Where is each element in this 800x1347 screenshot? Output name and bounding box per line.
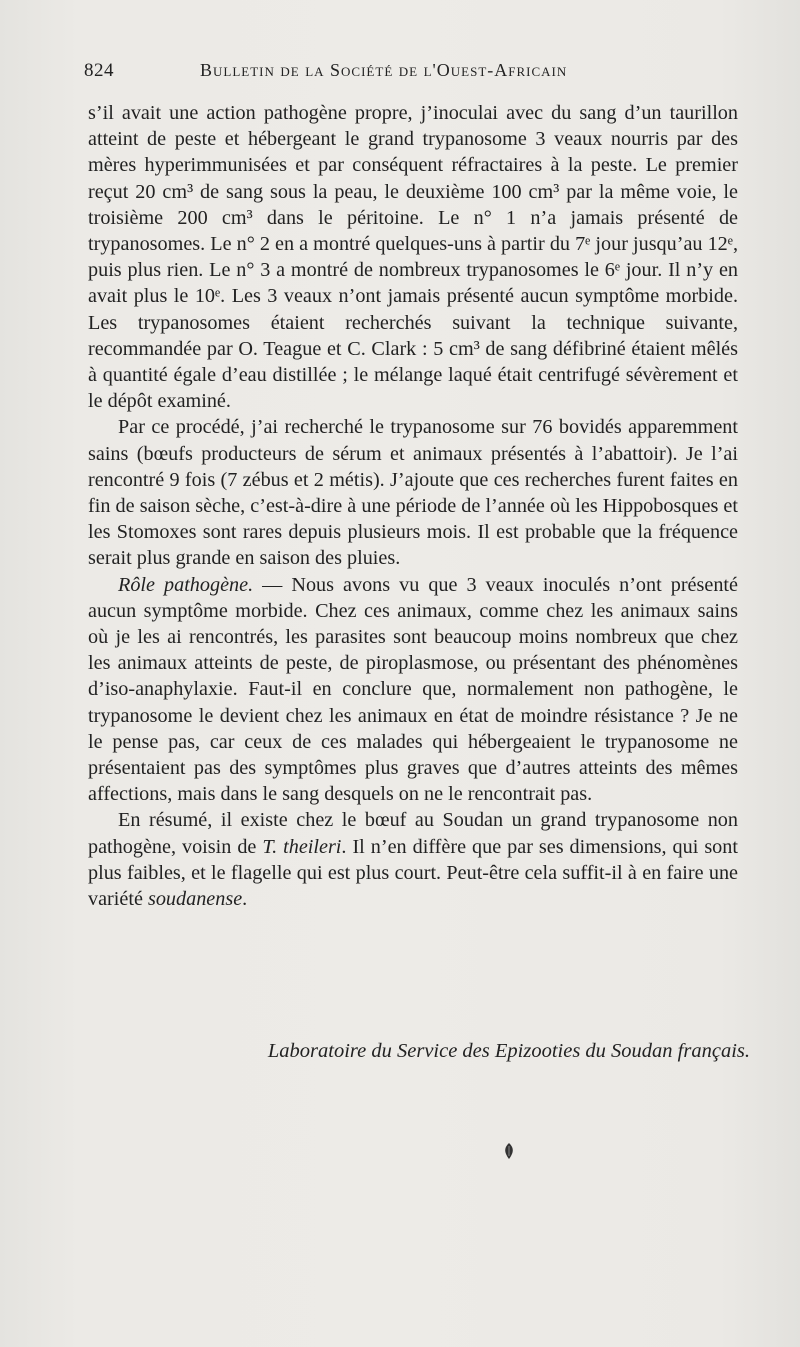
variety-name: soudanense: [147, 888, 243, 911]
paragraph-3-text: — Nous avons vu que 3 veaux inoculés n’ont présenté aucun symptôme morbide. Chez ces animaux, comme chez les animaux sains où je les ai rencontrés, les parasites sont beaucoup moins nombreux que chez les animaux atteints de peste, de piroplasmose, ou présentant des phénomènes d’iso-anaphylaxie. Faut-il en conclure que, normalement non pathogène, le trypanosome le devient chez les animaux en état de moindre résistance ? Je ne le pense pas, car ceux de ces malades qui hébergeaient le trypanosome ne présentaient pas des symptômes plus graves que d’autres atteints des mêmes affections, mais dans le sang desquels on ne le rencontrait pas.: [88, 573, 738, 806]
fleuron-icon: [502, 1142, 516, 1160]
paragraph-4: [88, 807, 738, 912]
laboratory-signature: Laboratoire du Service des Epizooties du Soudan français.: [267, 1040, 750, 1062]
paragraph-4-text-a: En résumé, il existe chez le bœuf au Soudan un grand trypanosome non pathogène, voisin de: [88, 809, 738, 858]
section-lead: Rôle pathogène.: [118, 573, 254, 596]
page-number: 824: [84, 60, 114, 81]
article-body: [88, 100, 738, 912]
paragraph-2-text: Par ce procédé, j’ai recherché le trypanosome sur 76 bovidés apparemment sains (bœufs producteurs de sérum et animaux présentés à l’abattoir). Je l’ai rencontré 9 fois (7 zébus et 2 métis). J’ajoute que ces recherches furent faites en fin de saison sèche, c’est-à-dire à une période de l’année où les Hippobosques et les Stomoxes sont rares depuis plusieurs mois. Il est probable que la fréquence serait plus grande en saison des pluies.: [88, 416, 738, 570]
page-header: [84, 58, 740, 88]
paragraph-4-text-b: . Il n’en diffère que par ses dimensions, qui sont plus faibles, et le flagelle qui est plus court. Peut-être cela suffit-il à en faire une variété: [88, 835, 738, 911]
paragraph-2: [88, 414, 738, 571]
paragraph-1-text: s’il avait une action pathogène propre, j’inoculai avec du sang d’un taurillon atteint de peste et hébergeant le grand trypanosome 3 veaux nourris par des mères hyperimmunisées et par conséquent réfractaires à la peste. Le premier reçut 20 cm³ de sang sous la peau, le deuxième 100 cm³ par la même voie, le troisième 200 cm³ dans le péritoine. Le n° 1 n’a jamais présenté de trypanosomes. Le n° 2 en a montré quelques-uns à partir du 7ᵉ jour jusqu’au 12ᵉ, puis plus rien. Le n° 3 a montré de nombreux trypanosomes le 6ᵉ jour. Il n’y en avait plus le 10ᵉ. Les 3 veaux n’ont jamais présenté aucun symptôme morbide. Les trypanosomes étaient recherchés suivant la technique suivante, recommandée par O. Teague et C. Clark : 5 cm³ de sang défibriné étaient mêlés à quantité égale d’eau distillée ; le mélange laqué était centrifugé sévèrement et le dépôt examiné.: [88, 102, 738, 413]
paragraph-1: [88, 100, 738, 414]
paragraph-3: [88, 572, 738, 808]
paragraph-4-text-c: .: [242, 888, 248, 911]
species-name: T. theileri: [262, 835, 342, 858]
running-head: Bulletin de la Société de l'Ouest-Africain: [200, 60, 568, 80]
